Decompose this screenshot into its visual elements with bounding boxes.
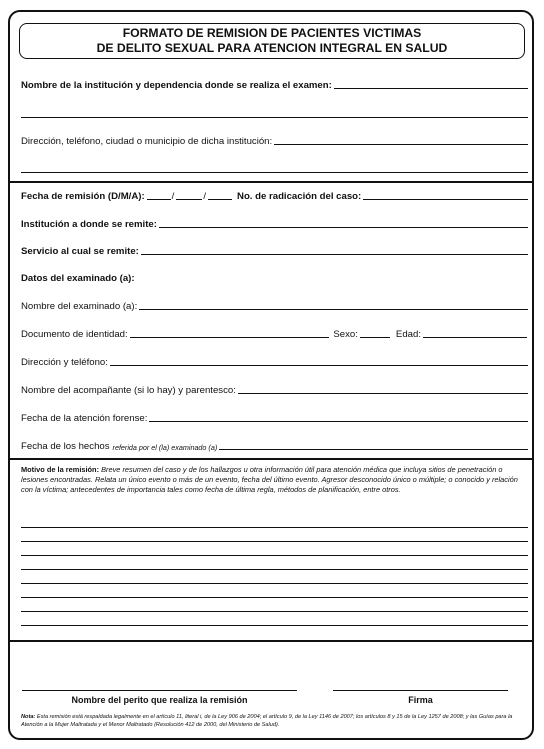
legal-note [21,713,528,729]
institucion-examen-label: Nombre de la institución y dependencia donde se realiza el examen: [21,80,332,91]
note-text: Esta remisión está respaldada legalmente en el artículo 11, literal i, de la Ley 906 de 2004; el artículo 9, de la Ley 1146 de 2007; los artículos 8 y 15 de la Ley 1257 de 2008; y las Guías para la Atención a la Mujer Maltratada y el Menor Maltratado (Resolución 412 de 2000, del Ministerio de Salud). [21,714,513,728]
fecha-atencion-line[interactable] [149,421,528,422]
acompanante-line[interactable] [238,393,528,394]
edad-line[interactable] [423,337,527,338]
radicacion-line[interactable] [363,199,528,200]
institucion-examen-line-2[interactable] [21,117,528,118]
sexo-label: Sexo: [333,329,358,340]
nombre-examinado-line[interactable] [139,309,528,310]
nombre-examinado-row [21,301,528,312]
motivo-line-6[interactable] [21,597,528,598]
section-divider-3 [10,640,532,642]
documento-row [21,329,528,340]
fecha-hechos-line[interactable] [219,449,528,450]
motivo-line-1[interactable] [21,527,528,528]
edad-label: Edad: [395,329,421,340]
fecha-mes-line[interactable] [176,199,202,200]
documento-label: Documento de identidad: [21,329,128,340]
servicio-label: Servicio al cual se remite: [21,246,139,257]
datos-examinado-heading: Datos del examinado (a): [21,273,135,284]
motivo-label: Motivo de la remisión: [21,465,100,474]
sexo-line[interactable] [360,337,390,338]
firma-label: Firma [408,695,433,705]
institucion-examen-line[interactable] [334,88,528,89]
fecha-sep-2: / [203,191,207,202]
form-title-line1: FORMATO DE REMISION DE PACIENTES VICTIMAS [122,26,422,40]
motivo-line-7[interactable] [21,611,528,612]
fecha-anio-line[interactable] [208,199,232,200]
direccion-telefono-label: Dirección y teléfono: [21,357,108,368]
institucion-remite-line[interactable] [159,227,528,228]
direccion-telefono-line[interactable] [110,365,528,366]
fecha-sep-1: / [171,191,175,202]
form-title-box [19,23,525,59]
institucion-examen-row [21,80,528,91]
institucion-remite-label: Institución a donde se remite: [21,219,157,230]
radicacion-label: No. de radicación del caso: [237,191,362,202]
direccion-institucion-row [21,136,528,147]
firma-signature-line[interactable] [333,690,508,691]
form-title-line2: DE DELITO SEXUAL PARA ATENCION INTEGRAL EN SALUD [96,41,448,55]
note-label: Nota: [21,714,36,720]
section-divider-1 [10,181,532,183]
direccion-institucion-label: Dirección, teléfono, ciudad o municipio de dicha institución: [21,136,273,147]
documento-line[interactable] [130,337,330,338]
datos-examinado-row [21,273,528,284]
direccion-telefono-row [21,357,528,368]
servicio-row [21,246,528,257]
motivo-line-2[interactable] [21,541,528,542]
direccion-institucion-line-2[interactable] [21,172,528,173]
motivo-text: Breve resumen del caso y de los hallazgos u otra información útil para atención médica que incluya sitios de penetración o lesiones encontradas. Relata un único evento o más de un evento, fecha del último evento. Agresor desconocido único o múltiple; o conocido y relación con la víctima; antecedentes de importancia tales como fecha de última regla, métodos de planificación, entre otros. [21,465,518,494]
fecha-hechos-row [21,441,528,452]
motivo-remision [21,465,528,495]
motivo-line-5[interactable] [21,583,528,584]
fecha-atencion-label: Fecha de la atención forense: [21,413,148,424]
acompanante-label: Nombre del acompañante (si lo hay) y parentesco: [21,385,236,396]
fecha-hechos-ref: referida por el (la) examinado (a) [112,443,218,452]
perito-signature-line[interactable] [22,690,297,691]
institucion-remite-row [21,219,528,230]
acompanante-row [21,385,528,396]
perito-name-label: Nombre del perito que realiza la remisión [71,695,248,705]
fecha-remision-row [21,191,528,202]
motivo-line-8[interactable] [21,625,528,626]
section-divider-2 [10,458,532,460]
fecha-atencion-row [21,413,528,424]
fecha-hechos-label: Fecha de los hechos [21,441,110,452]
nombre-examinado-label: Nombre del examinado (a): [21,301,138,312]
fecha-dia-line[interactable] [147,199,171,200]
fecha-remision-label: Fecha de remisión (D/M/A): [21,191,145,202]
form-frame [8,10,534,740]
motivo-line-3[interactable] [21,555,528,556]
motivo-line-4[interactable] [21,569,528,570]
servicio-line[interactable] [141,254,528,255]
direccion-institucion-line[interactable] [274,144,528,145]
